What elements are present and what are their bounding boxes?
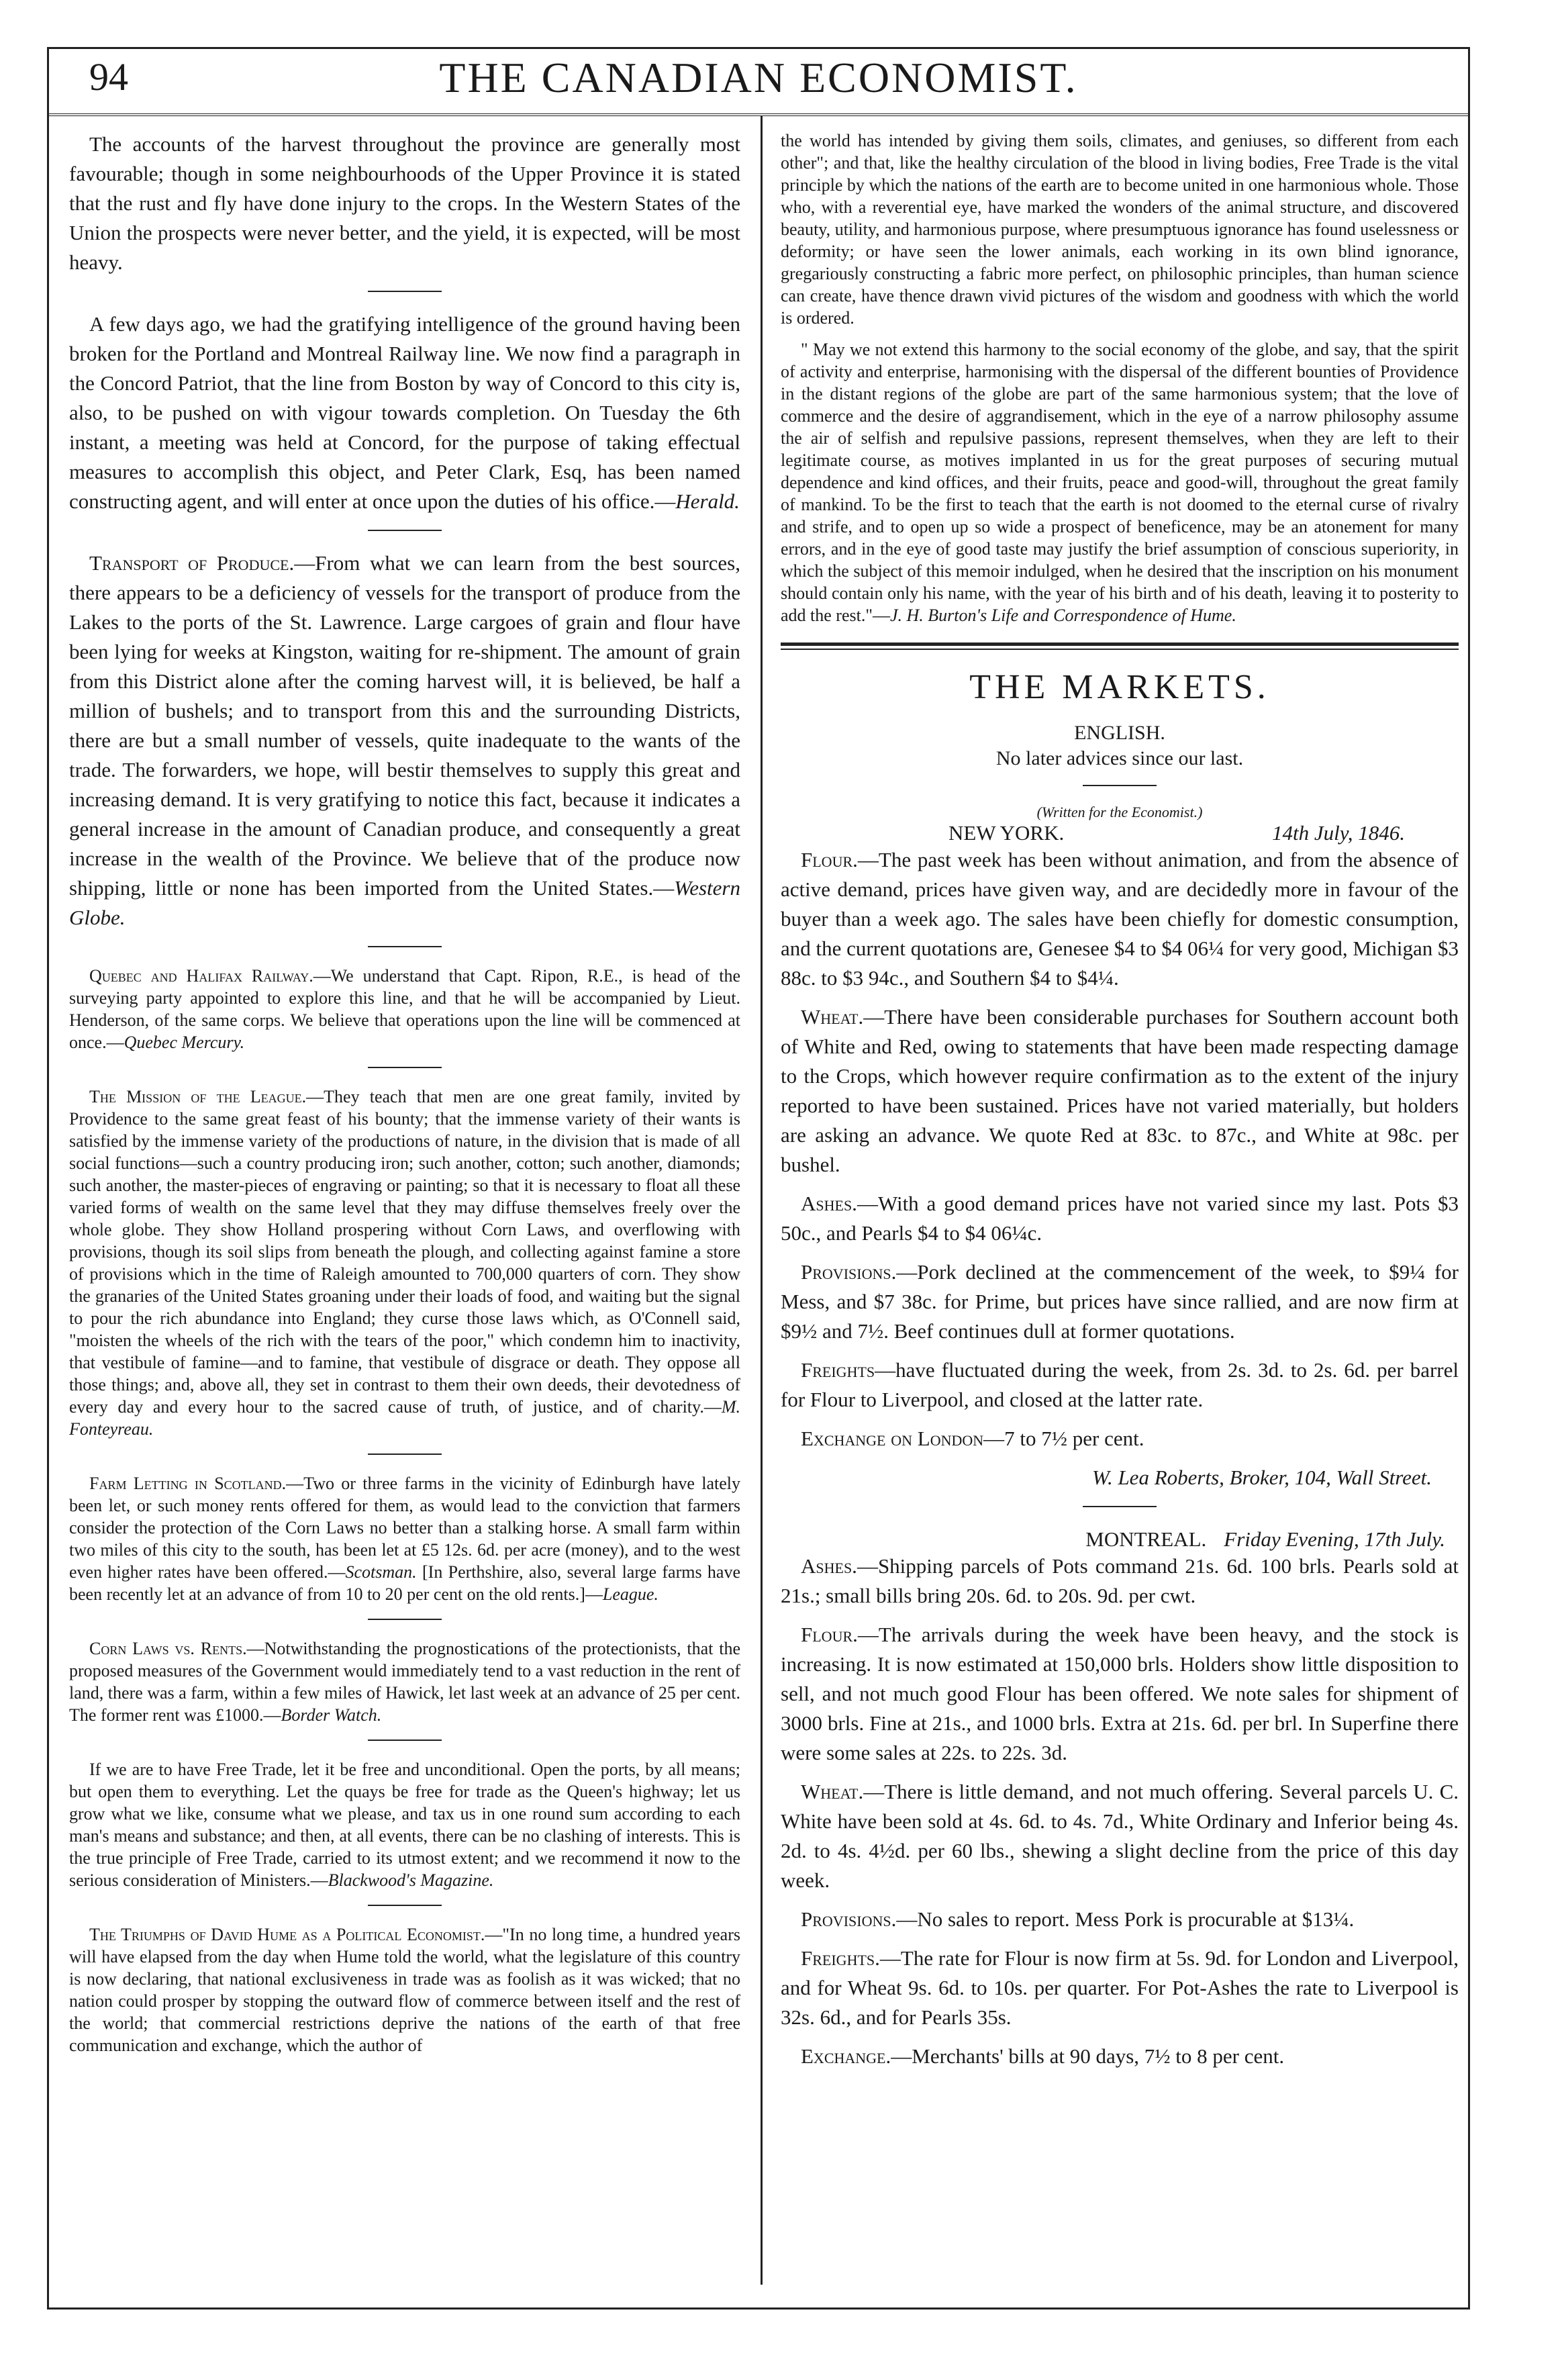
mtl-exchange-text: —Merchants' bills at 90 days, 7½ to 8 per cent. [891,2044,1285,2068]
mtl-provisions-heading: Provisions. [801,1907,897,1931]
ny-flour [781,845,1459,993]
written-note: (Written for the Economist.) [1036,804,1203,820]
quebec-paragraph [69,965,740,1053]
mtl-ashes-text: —Shipping parcels of Pots command 21s. 6d. 100 brls. Pearls sold at 21s.; small bills bring 20s. 6d. to 20s. 9d. per cwt. [781,1554,1459,1607]
separator-rule [368,1619,442,1620]
hume-heading: The Triumphs of David Hume as a Political Economist. [89,1925,485,1944]
mtl-freights [781,1944,1459,2032]
new-york-dateline [781,821,1459,845]
hume-text: —"In no long time, a hundred years will have elapsed from the day when Hume told the world, what the legislature of this country is now declaring, that national exclusiveness in trade was as foolish as it was wicked; that no nation could prosper by stopping the outward flow of commerce between itself and the rest of the world; that commercial restrictions deprive the nations of the earth of that free communication and exchange, which the author of [69,1925,740,2055]
corn-text: —Notwithstanding the prognostications of the protectionists, that the proposed measures of the Government would immediately tend to a vast reduction in the rent of land, there was a farm, within a few miles of Hawick, let last week at an advance of 25 per cent. The former rent was £1000.— [69,1639,740,1725]
separator-rule [368,1905,442,1906]
mtl-flour-text: —The arrivals during the week have been heavy, and the stock is increasing. It is now estimated at 150,000 brls. Holders show little disposition to sell, and not much good Flour has been offered. We note sales for shipment of 3000 brls. Fine at 21s., and 1000 brls. Extra at 21s. 6d. per brl. In Superfine there were some sales at 22s. to 22s. 3d. [781,1623,1459,1764]
league-heading: The Mission of the League. [89,1087,307,1106]
hume-source: J. H. Burton's Life and Correspondence of Hume. [889,606,1236,625]
ny-wheat [781,1002,1459,1180]
free-trade-source: Blackwood's Magazine. [328,1870,494,1890]
farm-text: —Two or three farms in the vicinity of Edinburgh have lately been let, or such money rents offered for them, as would lead to the conviction that farmers consider the protection of the Corn Laws no better than a stalking horse. A small farm within two miles of this city to the south, has been let at £5 12s. 6d. per acre (money), and to the west even higher rates have been offered.— [69,1474,740,1582]
mtl-provisions-text: —No sales to report. Mess Pork is procurable at $13¼. [896,1907,1355,1931]
hume-continued-text: " May we not extend this harmony to the social economy of the globe, and say, that the spirit of activity and enterprise, harmonising with the dispersal of the different bounties of Providence in the distant regions of the globe are part of the same harmonious system; that the love of commerce and the desire of aggrandisement, which in the eye of a narrow philosophy assume the air of selfish and repulsive passions, represent themselves, when they are left to their legitimate course, as motives implanted in us for the great purposes of securing mutual dependence and kind offices, and their fruits, peace and good-will, throughout the great family of mankind. To be the first to teach that the earth is not doomed to the eternal curse of rivalry and strife, and to open up so wide a prospect of beneficence, may be an atonement for many errors, and in the eye of good taste may justify the brief assumption of conscious superiority, in which the subject of this memoir indulged, when he desired that the inscription on his monument should contain only his name, with the year of his birth and of his death, leaving it to posterity to add the rest."— [781,340,1459,625]
harvest-paragraph: The accounts of the harvest throughout the province are generally most favourable; though in some neighbourhoods of the Upper Province it is stated that the rust and fly have done injury to the crops. In the Western States of the Union the prospects were never better, and the yield, it is expected, will be most heavy. [69,132,740,274]
page-number: 94 [89,55,128,99]
league-text: —They teach that men are one great family, invited by Providence to the same great feast of his bounty; that the immense variety of their wants is satisfied by the immense variety of the productions of nature, in the division that is made of all social functions—such a country producing iron; such another, cotton; such another, diamonds; such another, the master-pieces of engraving or painting; so that it is necessary to float all these varied forms of wealth on the same level that they may diffuse themselves freely over the whole globe. They show Holland prospering without Corn Laws, and overflowing with provisions, though its soil slips from beneath the plough, and collecting against famine a store of provisions which in the time of Raleigh amounted to 700,000 quarters of corn. They show the granaries of the United States groaning under their loads of food, and waiting but the signal to pour the rich abundance into England; they curse those laws which, as O'Connell said, "moisten the wheels of the rich with the tears of the poor," which condemn him to inactivity, that vestibule of famine—and to famine, that vestibule of disgrace or death. They oppose all those things; and, above all, they set in contrast to them their own deeds, their devotedness of every day and every hour to the sacred cause of truth, of justice, and of charity.— [69,1087,740,1417]
separator-rule [368,946,442,947]
farm-source: Scotsman. [345,1562,417,1582]
ny-provisions-heading: Provisions. [801,1260,897,1284]
separator-rule [368,1067,442,1068]
mtl-ashes [781,1552,1459,1611]
mtl-ashes-heading: Ashes. [801,1554,857,1578]
league-source: M. Fonteyreau. [69,1397,740,1439]
ny-freights [781,1355,1459,1415]
newspaper-page [47,47,1470,2310]
mtl-wheat-text: —There is little demand, and not much offering. Several parcels U. C. White have been sold at 4s. 6d. to 4s. 7d., White Ordinary and Inferior being 4s. 2d. to 4s. 4½d. per 60 lbs., shewing a slight decline from the price of this day week. [781,1780,1459,1892]
railway-source: Herald. [675,489,740,513]
montreal-city: MONTREAL. [1085,1527,1207,1551]
mtl-exchange [781,2042,1459,2071]
separator-rule [368,1454,442,1455]
farm-paragraph [69,1472,740,1605]
corn-heading: Corn Laws vs. Rents. [89,1639,247,1658]
transport-heading: Transport of Produce. [89,551,295,575]
english-note: No later advices since our last. [995,747,1244,769]
ny-ashes-heading: Ashes. [801,1192,857,1215]
ny-exchange-text: —7 to 7½ per cent. [983,1427,1144,1450]
montreal-dateline [781,1527,1459,1552]
ny-wheat-text: —There have been considerable purchases for Southern account both of White and Red, owing to statements that have been made respecting damage to the Crops, which however require confirmation as to the extent of the injury reported to have been sustained. Prices have not varied materially, but holders are asking an advance. We quote Red at 83c. to 87c., and White at 98c. per bushel. [781,1005,1459,1176]
ny-wheat-heading: Wheat. [801,1005,864,1029]
mtl-provisions [781,1905,1459,1934]
page-header [49,49,1468,116]
mtl-wheat-heading: Wheat. [801,1780,864,1803]
ny-freights-text: —have fluctuated during the week, from 2s. 3d. to 2s. 6d. per barrel for Flour to Liverpool, and closed at the latter rate. [781,1358,1459,1411]
mtl-exchange-heading: Exchange. [801,2044,891,2068]
farm-text-2: [In Perthshire, also, several large farms have been recently let at an advance of from 10 to 20 per cent on the old rents.]— [69,1562,740,1604]
journal-title: THE CANADIAN ECONOMIST. [439,54,1078,101]
hume-continued: the world has intended by giving them soils, climates, and geniuses, so different from each other"; and that, like the healthy circulation of the blood in living bodies, Free Trade is the vital principle by which the nations of the earth are to become united in one harmonious whole. Those who, with a reverential eye, have marked the wonders of the animal structure, and discovered beauty, utility, and harmonious purpose, where presumptuous ignorance has found uselessness or deformity; or have seen the lower animals, each working in its own blind ignorance, gregariously constructing a fabric more perfect, on philosophic principles, than human science can create, have thence drawn vivid pictures of the wisdom and goodness with which the world is ordered. [781,131,1459,328]
new-york-city: NEW YORK. [948,821,1065,845]
farm-heading: Farm Letting in Scotland. [89,1474,287,1493]
league-paragraph [69,1086,740,1440]
montreal-date: Friday Evening, 17th July. [1224,1527,1445,1551]
hume-paragraph [69,1923,740,2056]
hume-continued-2 [781,338,1459,626]
section-rule-thin [781,649,1459,650]
railway-text: A few days ago, we had the gratifying intelligence of the ground having been broken for the Portland and Montreal Railway line. We now find a paragraph in the Concord Patriot, that the line from Boston by way of Concord to this city is, also, to be pushed on with vigour towards completion. On Tuesday the 6th instant, a meeting was held at Concord, for the purpose of taking effectual measures to accomplish this object, and Peter Clark, Esq, has been named constructing agent, and will enter at once upon the duties of his office.— [69,312,740,513]
transport-paragraph [69,549,740,933]
ny-flour-heading: Flour. [801,848,858,871]
left-column [69,130,740,2271]
quebec-source: Quebec Mercury. [124,1033,245,1052]
right-column [781,130,1459,2271]
separator-rule [368,530,442,531]
ny-provisions-text: —Pork declined at the commencement of the week, to $9¼ for Mess, and $7 38c. for Prime, but prices have since rallied, and are now firm at $9½ and 7½. Beef continues dull at former quotations. [781,1260,1459,1343]
ny-flour-text: —The past week has been without animation, and from the absence of active demand, prices have given way, and are decidedly more in favour of the buyer than a week ago. The sales have been chiefly for domestic consumption, and the current quotations are, Genesee $4 to $4 06¼ for very good, Michigan $3 88c. to $3 94c., and Southern $4 to $4¼. [781,848,1459,990]
transport-text: —From what we can learn from the best sources, there appears to be a deficiency of vessels for the transport of produce from the Lakes to the ports of the St. Lawrence. Large cargoes of grain and flour have been lying for weeks at Kingston, waiting for re-shipment. The amount of grain from this District alone after the coming harvest will, it is believed, be half a million of bushels; and to transport from this and the surrounding Districts, there are but a small number of vessels, quite inadequate to the wants of the trade. The forwarders, we hope, will bestir themselves to supply this great and increasing demand. It is very gratifying to notice this fact, because it indicates a general increase in the amount of Canadian produce, and consequently a great increase in the wealth of the Province. We believe that of the produce now shipping, little or none has been imported from the United States.— [69,551,740,900]
mtl-flour-heading: Flour. [801,1623,858,1646]
ny-ashes-text: —With a good demand prices have not varied since my last. Pots $3 50c., and Pearls $4 to $4 06¼c. [781,1192,1459,1245]
free-trade-paragraph [69,1758,740,1891]
ny-provisions [781,1257,1459,1346]
new-york-date: 14th July, 1846. [1271,821,1405,845]
mtl-wheat [781,1777,1459,1895]
corn-source: Border Watch. [281,1705,382,1725]
broker-signature: W. Lea Roberts, Broker, 104, Wall Street. [1091,1466,1432,1489]
separator-rule [1083,785,1157,786]
quebec-text: —We understand that Capt. Ripon, R.E., is head of the surveying party appointed to explore this line, and that he will be accompanied by Lieut. Henderson, of the same corps. We believe that operations upon the line will be commenced at once.— [69,966,740,1052]
farm-source-2: League. [602,1584,658,1604]
ny-ashes [781,1189,1459,1248]
ny-exchange [781,1424,1459,1454]
mtl-flour [781,1620,1459,1768]
railway-paragraph [69,310,740,516]
separator-rule [1083,1506,1157,1507]
english-heading: ENGLISH. [1074,722,1165,744]
mtl-freights-heading: Freights. [801,1946,880,1970]
quebec-heading: Quebec and Halifax Railway. [89,966,313,986]
corn-paragraph [69,1637,740,1726]
free-trade-text: If we are to have Free Trade, let it be free and unconditional. Open the ports, by all means; but open them to everything. Let the quays be free for trade as the Queen's highway; let us grow what we like, consume what we please, and tax us in one round sum according to each man's means and substance; and then, at all events, there can be no clashing of interests. This is the true principle of Free Trade, carried to its utmost extent; and we recommend it now to the serious consideration of Ministers.— [69,1760,740,1890]
markets-title: THE MARKETS. [969,668,1270,706]
transport-source: Western Globe. [69,876,740,929]
mtl-freights-text: —The rate for Flour is now firm at 5s. 9d. for London and Liverpool, and for Wheat 9s. 6d. to 10s. per quarter. For Pot-Ashes the rate to Liverpool is 32s. 6d., and for Pearls 35s. [781,1946,1459,2029]
section-rule [781,642,1459,646]
separator-rule [368,1740,442,1741]
separator-rule [368,291,442,292]
ny-exchange-heading: Exchange on London [801,1427,984,1450]
ny-freights-heading: Freights [801,1358,875,1382]
column-divider [761,116,763,2285]
